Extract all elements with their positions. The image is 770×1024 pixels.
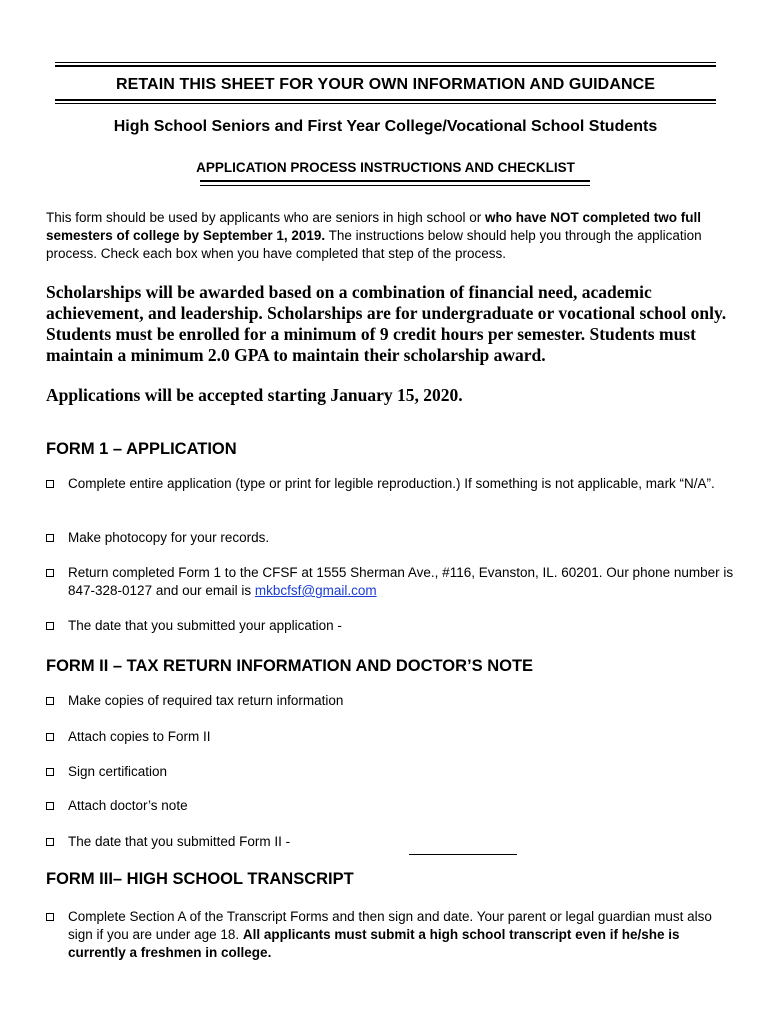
top-rule <box>55 62 716 63</box>
banner-rule-thick <box>55 99 716 101</box>
date-entry-line[interactable] <box>409 854 517 855</box>
checkbox-icon[interactable] <box>46 697 54 705</box>
banner-rule <box>55 103 716 104</box>
item-bold-text: All applicants must submit a high school transcript even if he/she is currently a freshmen in college. <box>68 927 680 960</box>
item-text: Attach doctor’s note <box>68 798 188 813</box>
instructions-title: APPLICATION PROCESS INSTRUCTIONS AND CHECKLIST <box>196 160 575 175</box>
checkbox-icon[interactable] <box>46 534 54 542</box>
scholarship-paragraph: Scholarships will be awarded based on a combination of financial need, academic achievement, and leadership. Scholarships are for undergraduate or vocational school only. Students must be enrolled for a minimum of 9 credit hours per semester. Students must maintain a minimum 2.0 GPA to maintain their scholarship award. <box>46 282 727 365</box>
checkbox-icon[interactable] <box>46 838 54 846</box>
instructions-underline-thick <box>200 180 590 182</box>
intro-bold: who have NOT completed two full semesters of college by September 1, 2019. <box>46 210 702 243</box>
form1-heading: FORM 1 – APPLICATION <box>46 440 237 458</box>
checkbox-icon[interactable] <box>46 733 54 741</box>
checkbox-icon[interactable] <box>46 768 54 776</box>
checkbox-icon[interactable] <box>46 622 54 630</box>
top-rule-thick <box>55 65 716 67</box>
checkbox-icon[interactable] <box>46 480 54 488</box>
item-text: The date that you submitted your application - <box>68 618 342 633</box>
form2-heading: FORM II – TAX RETURN INFORMATION AND DOCTOR’S NOTE <box>46 657 534 675</box>
item-text-wrap <box>68 564 736 600</box>
item-text: The date that you submitted Form II - <box>68 834 291 849</box>
item-text: Complete entire application (type or print for legible reproduction.) If something is not applicable, mark “N/A”. <box>68 476 715 491</box>
item-text: Make copies of required tax return information <box>68 693 344 708</box>
email-link[interactable]: mkbcfsf@gmail.com <box>254 583 377 598</box>
checkbox-icon[interactable] <box>46 569 54 577</box>
instructions-underline <box>200 185 590 186</box>
item-text: Return completed Form 1 to the CFSF at 1555 Sherman Ave., #116, Evanston, IL. 60201. Our phone number is 847-328-0127 and our email is <box>68 565 734 598</box>
intro-text-1: This form should be used by applicants who are seniors in high school or <box>46 210 485 225</box>
checkbox-icon[interactable] <box>46 913 54 921</box>
intro-paragraph <box>46 209 726 263</box>
item-text: Make photocopy for your records. <box>68 530 270 545</box>
item-text: Attach copies to Form II <box>68 729 211 744</box>
item-text-wrap <box>68 908 736 962</box>
intro-text-2: The instructions below should help you through the application process. Check each box when you have completed that step of the process. <box>46 228 702 261</box>
checkbox-icon[interactable] <box>46 802 54 810</box>
accept-date: Applications will be accepted starting January 15, 2020. <box>46 385 463 405</box>
form3-heading: FORM III– HIGH SCHOOL TRANSCRIPT <box>46 870 354 888</box>
item-text: Complete Section A of the Transcript Forms and then sign and date. Your parent or legal guardian must also sign if you are under age 18. <box>68 909 712 942</box>
page-subtitle: High School Seniors and First Year College/Vocational School Students <box>113 118 658 135</box>
item-text: Sign certification <box>68 764 168 779</box>
banner-title: RETAIN THIS SHEET FOR YOUR OWN INFORMATION AND GUIDANCE <box>115 76 656 93</box>
